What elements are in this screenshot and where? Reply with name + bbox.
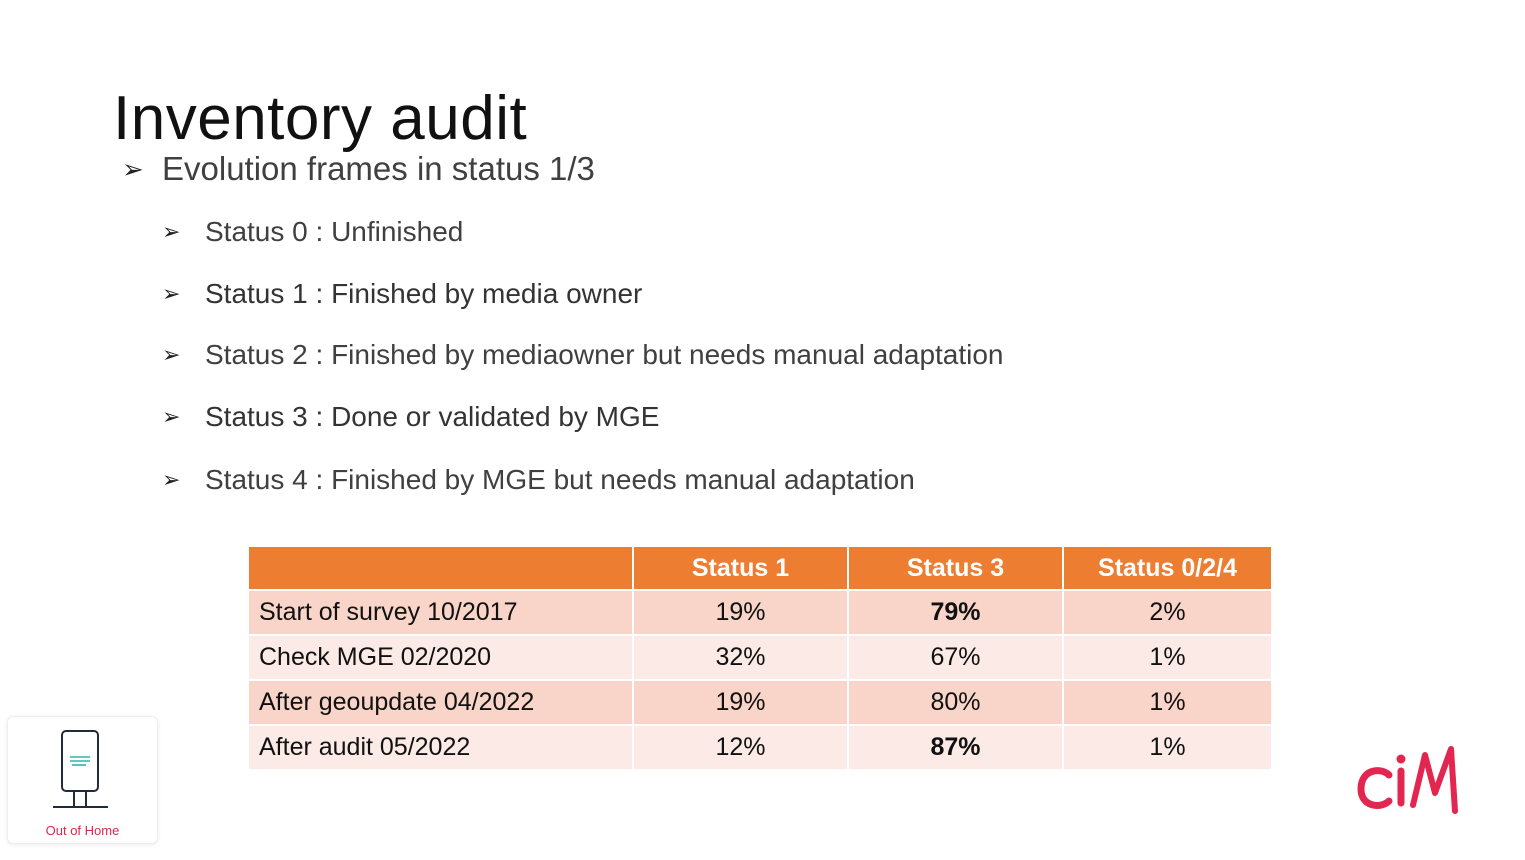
cell-status-024: 1% — [1064, 636, 1271, 679]
header-empty — [249, 547, 632, 589]
cim-logo — [1355, 745, 1459, 821]
cell-status-024: 1% — [1064, 726, 1271, 769]
cell-status-024: 1% — [1064, 681, 1271, 724]
cell-status-3: 80% — [849, 681, 1062, 724]
bullet-status-4 — [162, 466, 915, 494]
bullet-text: Status 3 : Done or validated by MGE — [205, 401, 660, 432]
arrow-bullet-icon: ➢ — [162, 342, 181, 367]
bullet-text: Status 0 : Unfinished — [205, 216, 464, 247]
arrow-bullet-icon: ➢ — [162, 281, 181, 306]
cell-status-1: 12% — [634, 726, 847, 769]
cell-status-1: 19% — [634, 681, 847, 724]
arrow-bullet-icon: ➢ — [162, 219, 181, 244]
out-of-home-label: Out of Home — [45, 823, 120, 838]
table-row — [249, 591, 1271, 634]
header-status-024: Status 0/2/4 — [1064, 547, 1271, 589]
out-of-home-logo — [7, 716, 158, 844]
table-row — [249, 681, 1271, 724]
arrow-bullet-icon: ➢ — [162, 467, 181, 492]
billboard-icon — [50, 729, 116, 821]
subtitle-text: Evolution frames in status 1/3 — [162, 150, 595, 187]
bullet-text: Status 1 : Finished by media owner — [205, 278, 643, 309]
header-status-1: Status 1 — [634, 547, 847, 589]
row-label: Start of survey 10/2017 — [249, 591, 632, 634]
cell-status-1: 19% — [634, 591, 847, 634]
bullet-status-2 — [162, 341, 1004, 369]
table-row — [249, 636, 1271, 679]
cell-status-3: 67% — [849, 636, 1062, 679]
row-label: Check MGE 02/2020 — [249, 636, 632, 679]
bullet-text: Status 4 : Finished by MGE but needs manual adaptation — [205, 464, 915, 495]
subtitle — [122, 152, 595, 185]
header-status-3: Status 3 — [849, 547, 1062, 589]
cell-status-3: 87% — [849, 726, 1062, 769]
row-label: After audit 05/2022 — [249, 726, 632, 769]
arrow-bullet-icon: ➢ — [162, 404, 181, 429]
arrow-bullet-icon: ➢ — [122, 153, 144, 184]
table-row — [249, 726, 1271, 769]
bullet-status-3 — [162, 403, 659, 431]
status-evolution-table — [247, 545, 1273, 771]
bullet-status-0 — [162, 218, 463, 246]
cell-status-024: 2% — [1064, 591, 1271, 634]
slide-title: Inventory audit — [113, 84, 528, 153]
bullet-text: Status 2 : Finished by mediaowner but needs manual adaptation — [205, 339, 1004, 370]
cell-status-1: 32% — [634, 636, 847, 679]
row-label: After geoupdate 04/2022 — [249, 681, 632, 724]
table-header-row — [249, 547, 1271, 589]
cell-status-3: 79% — [849, 591, 1062, 634]
bullet-status-1 — [162, 280, 642, 308]
